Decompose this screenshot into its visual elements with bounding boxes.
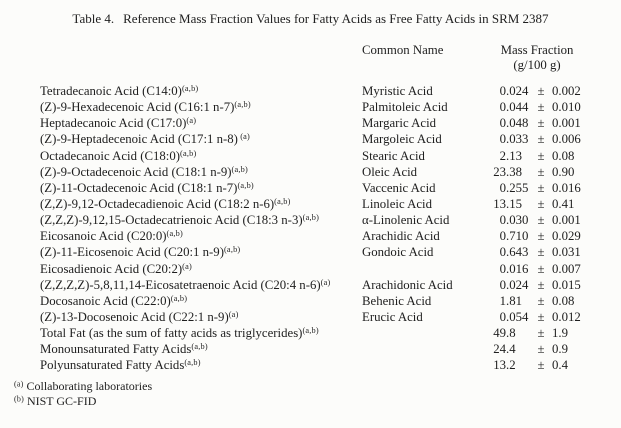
mass-fraction-value-integer: 0	[499, 132, 506, 147]
plus-minus-symbol: ±	[537, 164, 545, 179]
mass-fraction-value-fraction: .13	[506, 148, 522, 163]
fatty-acid-name-cell	[40, 325, 362, 341]
plus-minus-symbol: ±	[537, 358, 545, 373]
column-header-common-name: Common Name	[362, 43, 444, 57]
footnote	[14, 379, 152, 394]
uncertainty-value: 0.001	[552, 116, 581, 131]
mass-fraction-value-fraction: .255	[506, 180, 529, 195]
plus-minus-symbol: ±	[537, 326, 545, 341]
fatty-acid-name: (Z,Z)-9,12-Octadecadienoic Acid (C18:2 n-6)	[40, 196, 275, 211]
uncertainty-value: 0.4	[552, 358, 568, 373]
plus-minus-symbol: ±	[537, 148, 545, 163]
uncertainty-value: 0.031	[552, 245, 581, 260]
fatty-acid-name-cell	[40, 228, 362, 244]
fatty-acid-name-cell	[40, 83, 362, 99]
footnote	[14, 394, 152, 409]
footnote-superscript: (a,b)	[170, 293, 188, 303]
table-row	[40, 244, 600, 260]
mass-fraction-value-integer: 0	[499, 116, 506, 131]
uncertainty-value: 0.90	[552, 164, 575, 179]
common-name-cell: Vaccenic Acid	[362, 180, 436, 195]
uncertainty-value: 0.001	[552, 213, 581, 228]
common-name-cell	[362, 357, 491, 373]
plus-minus-symbol: ±	[537, 84, 545, 98]
footnote-superscript: (a,b)	[180, 148, 197, 158]
mass-fraction-value-integer: 13	[493, 358, 506, 373]
uncertainty-value: 0.08	[552, 293, 575, 308]
header-spacer	[40, 43, 362, 72]
footnote-superscript: (a)	[182, 261, 192, 271]
plus-minus-symbol: ±	[537, 213, 545, 228]
plus-minus-symbol: ±	[537, 261, 545, 276]
footnote-marker: (b)	[14, 394, 24, 403]
mass-fraction-value-fraction: .81	[506, 293, 522, 308]
common-name-cell: Linoleic Acid	[362, 196, 433, 211]
footnote-superscript: (a,b)	[184, 358, 201, 368]
footnote-superscript: (a)	[228, 309, 239, 319]
fatty-acid-name-cell	[40, 212, 362, 228]
plus-minus-symbol: ±	[537, 309, 545, 324]
fatty-acid-name-cell	[40, 180, 362, 196]
table-title-text: Reference Mass Fraction Values for Fatty Acids as Free Fatty Acids in SRM 2387	[123, 11, 549, 26]
mass-fraction-value-integer: 49	[493, 326, 506, 341]
mass-fraction-value-integer: 0	[499, 309, 506, 324]
fatty-acid-name-cell	[40, 277, 362, 293]
mass-fraction-value-integer: 0	[499, 100, 506, 115]
fatty-acid-name: (Z)-9-Hexadecenoic Acid (C16:1 n-7)	[40, 100, 235, 115]
fatty-acid-name-cell	[40, 341, 362, 357]
table-row	[40, 83, 600, 99]
mass-fraction-value-fraction: .15	[506, 196, 522, 211]
table-title-label: Table 4.	[72, 11, 115, 26]
footnote-marker: (a)	[14, 379, 24, 389]
table-row	[40, 148, 600, 164]
mass-fraction-value-integer: 0	[499, 245, 506, 260]
table-row	[40, 131, 600, 147]
table-row	[40, 115, 600, 131]
plus-minus-symbol: ±	[537, 132, 545, 147]
fatty-acid-name-cell	[40, 293, 362, 309]
uncertainty-value: 0.006	[552, 132, 581, 147]
fatty-acid-name: (Z)-11-Octadecenoic Acid (C18:1 n-7)	[40, 180, 238, 195]
fatty-acid-name-cell	[40, 196, 362, 212]
mass-fraction-value-integer: 0	[499, 261, 506, 276]
common-name-cell: Myristic Acid	[362, 84, 433, 98]
footnote-superscript: (a)	[320, 277, 331, 287]
common-name-cell: Margoleic Acid	[362, 132, 442, 147]
footnote-superscript: (a,b)	[237, 180, 254, 190]
plus-minus-symbol: ±	[537, 180, 545, 195]
plus-minus-symbol: ±	[537, 293, 545, 308]
table-row	[40, 196, 600, 212]
uncertainty-value: 0.010	[552, 100, 581, 115]
mass-fraction-value-fraction: .024	[506, 277, 529, 292]
common-name-cell: Margaric Acid	[362, 116, 437, 131]
table-row	[40, 357, 600, 373]
mass-fraction-value-fraction: .016	[506, 261, 529, 276]
footnote-text: NIST GC-FID	[26, 393, 97, 408]
plus-minus-symbol: ±	[537, 116, 545, 131]
footnote-superscript: (a,b)	[274, 196, 291, 206]
fatty-acid-name: (Z,Z,Z)-9,12,15-Octadecatrienoic Acid (C18:3 n-3)	[40, 213, 303, 228]
table-title	[0, 11, 621, 27]
common-name-cell	[362, 325, 491, 341]
table-row	[40, 261, 600, 277]
fatty-acid-name-cell	[40, 131, 362, 147]
fatty-acid-name: Monounsaturated Fatty Acids	[40, 342, 192, 357]
mass-fraction-value-integer: 1	[499, 293, 506, 308]
mass-fraction-header-line1: Mass Fraction	[500, 43, 574, 57]
footnotes	[14, 379, 152, 408]
fatty-acid-name-cell	[40, 148, 362, 164]
common-name-cell: Gondoic Acid	[362, 245, 434, 260]
footnote-superscript: (a,b)	[234, 100, 251, 110]
fatty-acid-name: Tetradecanoic Acid (C14:0)	[40, 84, 182, 98]
fatty-acid-name: Polyunsaturated Fatty Acids	[40, 358, 185, 373]
fatty-acid-name-cell	[40, 164, 362, 180]
uncertainty-value: 0.002	[552, 84, 581, 98]
footnote-text: Collaborating laboratories	[26, 379, 153, 393]
footnote-superscript: (a,b)	[302, 326, 319, 336]
plus-minus-symbol: ±	[537, 245, 545, 260]
mass-fraction-value-integer: 0	[499, 213, 506, 228]
fatty-acid-name: (Z)-13-Docosenoic Acid (C22:1 n-9)	[40, 309, 229, 324]
mass-fraction-value-fraction: .048	[506, 116, 529, 131]
mass-fraction-value-fraction: .033	[506, 132, 529, 147]
mass-fraction-value-fraction: .044	[506, 100, 529, 115]
fatty-acid-name-cell	[40, 261, 362, 277]
table-row	[40, 99, 600, 115]
mass-fraction-value-integer: 0	[499, 84, 506, 98]
mass-fraction-value-fraction: .8	[506, 326, 516, 341]
fatty-acid-name-cell	[40, 357, 362, 373]
fatty-acid-name: Heptadecanoic Acid (C17:0)	[40, 116, 187, 131]
table-row	[40, 277, 600, 293]
footnote-superscript: (a,b)	[166, 229, 183, 239]
fatty-acid-name-cell	[40, 309, 362, 325]
uncertainty-value: 0.9	[552, 342, 568, 357]
mass-fraction-value-integer: 0	[499, 277, 506, 292]
fatty-acid-name: (Z)-9-Octadecenoic Acid (C18:1 n-9)	[40, 164, 232, 179]
common-name-cell: α-Linolenic Acid	[362, 213, 450, 228]
plus-minus-symbol: ±	[537, 196, 545, 211]
common-name-cell: Palmitoleic Acid	[362, 100, 448, 115]
plus-minus-symbol: ±	[537, 342, 545, 357]
fatty-acid-name: (Z,Z,Z,Z)-5,8,11,14-Eicosatetraenoic Acid (C20:4 n-6)	[40, 277, 321, 292]
common-name-cell: Erucic Acid	[362, 309, 423, 324]
fatty-acid-name: Eicosanoic Acid (C20:0)	[40, 229, 167, 244]
common-name-cell	[362, 341, 491, 357]
mass-fraction-value-fraction: .2	[506, 358, 516, 373]
plus-minus-symbol: ±	[537, 277, 545, 292]
footnote-superscript: (a)	[186, 116, 197, 126]
footnote-superscript: (a,b)	[191, 342, 208, 352]
fatty-acid-name-cell	[40, 99, 362, 115]
uncertainty-value: 1.9	[552, 326, 568, 341]
footnote-superscript: (a,b)	[223, 245, 241, 255]
mass-fraction-value-fraction: .38	[506, 164, 522, 179]
table-row	[40, 341, 600, 357]
footnote-superscript: (a,b)	[181, 84, 199, 93]
table-row	[40, 212, 600, 228]
table-header-row	[40, 43, 600, 72]
column-header-mass-fraction	[491, 43, 583, 72]
plus-minus-symbol: ±	[537, 100, 545, 115]
uncertainty-value: 0.029	[552, 229, 581, 244]
uncertainty-value: 0.016	[552, 180, 581, 195]
uncertainty-value: 0.41	[552, 196, 575, 211]
mass-fraction-value-fraction: .030	[506, 213, 529, 228]
common-name-cell: Arachidic Acid	[362, 229, 440, 244]
footnote-superscript: (a,b)	[231, 164, 248, 174]
table-row	[40, 309, 600, 325]
common-name-cell: Stearic Acid	[362, 148, 425, 163]
fatty-acid-name: Octadecanoic Acid (C18:0)	[40, 148, 181, 163]
fatty-acid-name: (Z)-9-Heptadecenoic Acid (C17:1 n-8)	[40, 132, 238, 147]
table-row	[40, 325, 600, 341]
mass-fraction-value-integer: 0	[499, 229, 506, 244]
common-name-cell	[362, 261, 491, 277]
mass-fraction-value-integer: 23	[493, 164, 506, 179]
mass-fraction-value-integer: 13	[493, 196, 506, 211]
fatty-acid-name: Eicosadienoic Acid (C20:2)	[40, 261, 183, 276]
fatty-acid-name: Total Fat (as the sum of fatty acids as triglycerides)	[40, 326, 303, 341]
mass-fraction-value-fraction: .4	[506, 342, 516, 357]
mass-fraction-value-fraction: .643	[506, 245, 529, 260]
fatty-acid-name-cell	[40, 244, 362, 260]
table-row	[40, 228, 600, 244]
table-body	[40, 83, 600, 374]
uncertainty-value: 0.012	[552, 309, 581, 324]
uncertainty-value: 0.007	[552, 261, 581, 276]
footnote-superscript: (a,b)	[302, 213, 320, 223]
common-name-cell: Oleic Acid	[362, 164, 418, 179]
table-row	[40, 164, 600, 180]
fatty-acid-name: (Z)-11-Eicosenoic Acid (C20:1 n-9)	[40, 245, 224, 260]
common-name-cell: Behenic Acid	[362, 293, 432, 308]
fatty-acid-name-cell	[40, 115, 362, 131]
mass-fraction-value-integer: 0	[499, 180, 506, 195]
table-row	[40, 180, 600, 196]
table-row	[40, 293, 600, 309]
uncertainty-value: 0.08	[552, 148, 575, 163]
mass-fraction-value-integer: 24	[493, 342, 506, 357]
uncertainty-value: 0.015	[552, 277, 581, 292]
mass-fraction-value-fraction: .054	[506, 309, 529, 324]
mass-fraction-value-integer: 2	[499, 148, 506, 163]
footnote-superscript: (a)	[237, 132, 251, 142]
fatty-acid-name: Docosanoic Acid (C22:0)	[40, 293, 171, 308]
plus-minus-symbol: ±	[537, 229, 545, 244]
mass-fraction-value-fraction: .710	[506, 229, 529, 244]
common-name-cell: Arachidonic Acid	[362, 277, 453, 292]
mass-fraction-header-line2: (g/100 g)	[513, 57, 561, 72]
table	[40, 43, 600, 374]
mass-fraction-value-fraction: .024	[506, 84, 529, 98]
